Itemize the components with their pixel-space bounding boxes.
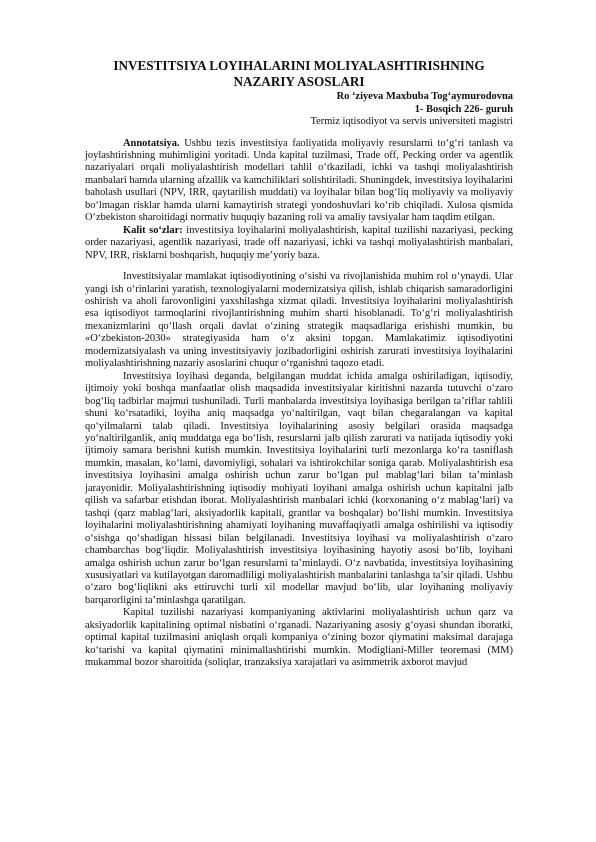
author-name: Ro ‘ziyeva Maxbuba Tog‘aymurodovna [336, 91, 513, 103]
paper-title: INVESTITSIYA LOYIHALARINI MOLIYALASHTIRISHNING NAZARIY ASOSLARI [113, 58, 485, 89]
abstract-text: Ushbu tezis investitsiya faoliyatida moliyaviy resurslarni to‘g‘ri tanlash va joylashtirishning muhimligini yoritadi. Unda kapital tuzilmasi, Trade off, Pecking order va agentlik nazariyalari orqali moliyalashtirish modellari tahlil o‘tkaziladi, ichki va tashqi moliyalashtirish manbalari hamda ularning afzallik va kamchiliklari solishtiriladi. Shuningdek, investitsiya loyihalarini baholash usullari (NPV, IRR, qaytarilish muddati) va loyihalar bilan bog‘liq moliyaviy va moliyaviy bo‘lmagan risklar hamda ularni kamaytirish strategi yondoshuvlari ko‘rib chiqiladi. Xulosa qismida O‘zbekiston sharoitidagi normativ huquqiy bazaning roli va amaliy tavsiyalar ham taqdim etilgan. [85, 137, 513, 224]
keywords-text: investitsiya loyihalarini moliyalashtirish, kapital tuzilishi nazariyasi, pecking order nazariyasi, agentlik nazariyasi, trade off nazariyasi, ichki va tashqi moliyalashtirish manbalari, NPV, IRR, risklarni boshqarish, huquqiy me’yoriy baza. [85, 224, 513, 261]
abstract [85, 138, 513, 225]
paper-page [85, 58, 513, 670]
author-group: 1- Bosqich 226- guruh [414, 103, 513, 115]
body-paragraph-2: Investitsiya loyihasi deganda, belgilangan muddat ichida amalga oshiriladigan, iqtisodiy, ijtimoiy yoki boshqa manfaatlar olish maqsadida investitsiyalar kiritishni nazarda tutuvchi o‘zaro bog‘liq tadbirlar majmui tushuniladi. Turli manbalarda investitsiya loyihasiga berilgan ta’riflar tahlili shuni ko‘rsatadiki, loyiha aniq maqsadga yo‘naltirilgan, vaqt bilan chegaralangan va kapital qo‘yilmalarni talab qiladi. Investitsiya loyihalarining asosiy belgilari orasida maqsadga yo‘naltirilganlik, aniq muddatga ega bo‘lish, resurslarni jalb qilish zarurati va natijada iqtisodiy yoki ijtimoiy samara berishni kutish mumkin. Investitsiya loyihalarini turli mezonlarga ko‘ra tasniflash mumkin, masalan, ko‘lami, davomiyligi, sohalari va ishtirokchilar soniga qarab. Moliyalashtirish esa investitsiya loyihasini amalga oshirish uchun zarur bo‘lgan pul mablag‘lari bilan ta’minlash jarayonidir. Moliyalashtirishning iqtisodiy mohiyati loyihani amalga oshirish uchun kapitalni jalb qilish va safarbar etishdan iborat. Moliyalashtirish manbalari ichki (korxonaning o‘z mablag‘lari) va tashqi (qarz mablag‘lari, aksiyadorlik kapitali, grantlar va boshqalar) bo‘lishi mumkin. Investitsiya loyihalarini moliyalashtirishning ahamiyati loyihaning muvaffaqiyatli amalga oshirilishi va iqtisodiy o‘sishga qo‘shadigan hissasi bilan belgilanadi. Investitsiya loyihasi va moliyalashtirish o‘zaro chambarchas bog‘liqdir. Moliyalashtirish investitsiya loyihasining hayotiy asosi bo‘lib, loyihani amalga oshirish uchun zarur bo‘lgan resurslarni ta’minlaydi. O‘z navbatida, investitsiya loyihasining xususiyatlari va kutilayotgan daromadliligi moliyalashtirish manbalarini tanlashga ta’sir qiladi. Ushbu o‘zaro bog‘liqlikni aks ettiruvchi turli xil modellar mavjud bo‘lib, ular loyihaning moliyaviy barqarorligini ta’minlashga qaratilgan. [85, 370, 513, 606]
keywords-label: Kalit so‘zlar: [123, 224, 183, 236]
keywords [85, 225, 513, 262]
author-affiliation: Termiz iqtisodiyot va servis universiteti magistri [310, 116, 513, 128]
body-paragraph-3: Kapital tuzilishi nazariyasi kompaniyaning aktivlarini moliyalashtirish uchun qarz va aksiyadorlik kapitalining optimal nisbatini o‘rganadi. Nazariyaning asosiy g‘oyasi shundan iboratki, optimal kapital tuzilmasini aniqlash orqali kompaniya o‘zining bozor qiymatini maksimal darajaga ko‘tarishi va kapital qiymatini minimallashtirishi mumkin. Modigliani-Miller teoremasi (MM) mukammal bozor sharoitida (soliqlar, tranzaksiya xarajatlari va asimmetrik axborot mavjud [85, 607, 513, 669]
abstract-label: Annotatsiya. [123, 137, 180, 149]
body-paragraph-1: Investitsiyalar mamlakat iqtisodiyotining o‘sishi va rivojlanishida muhim rol o‘ynaydi. Ular yangi ish o‘rinlarini yaratish, texnologiyalarni modernizatsiya qilish, ishlab chiqarish samaradorligini oshirish va aholi farovonligini yaxshilashga xizmat qiladi. Investitsiya loyihalarini moliyalashtirish esa iqtisodiyot tarmoqlarini rivojlantirishning muhim sharti hisoblanadi. To‘g‘ri moliyalashtirish mexanizmlarini qo‘llash orqali davlat o‘zining strategik maqsadlariga erishishi mumkin, bu «O‘zbekiston-2030» strategiyasida ham o‘z aksini topgan. Mamlakatimiz iqtisodiyotini modernizatsiyalash va uning investitsiyaviy jozibadorligini oshirish zarurati investitsiya loyihalarini moliyalashtirishning nazariy asoslarini chuqur o‘rganishni taqozo etadi. [85, 271, 513, 370]
